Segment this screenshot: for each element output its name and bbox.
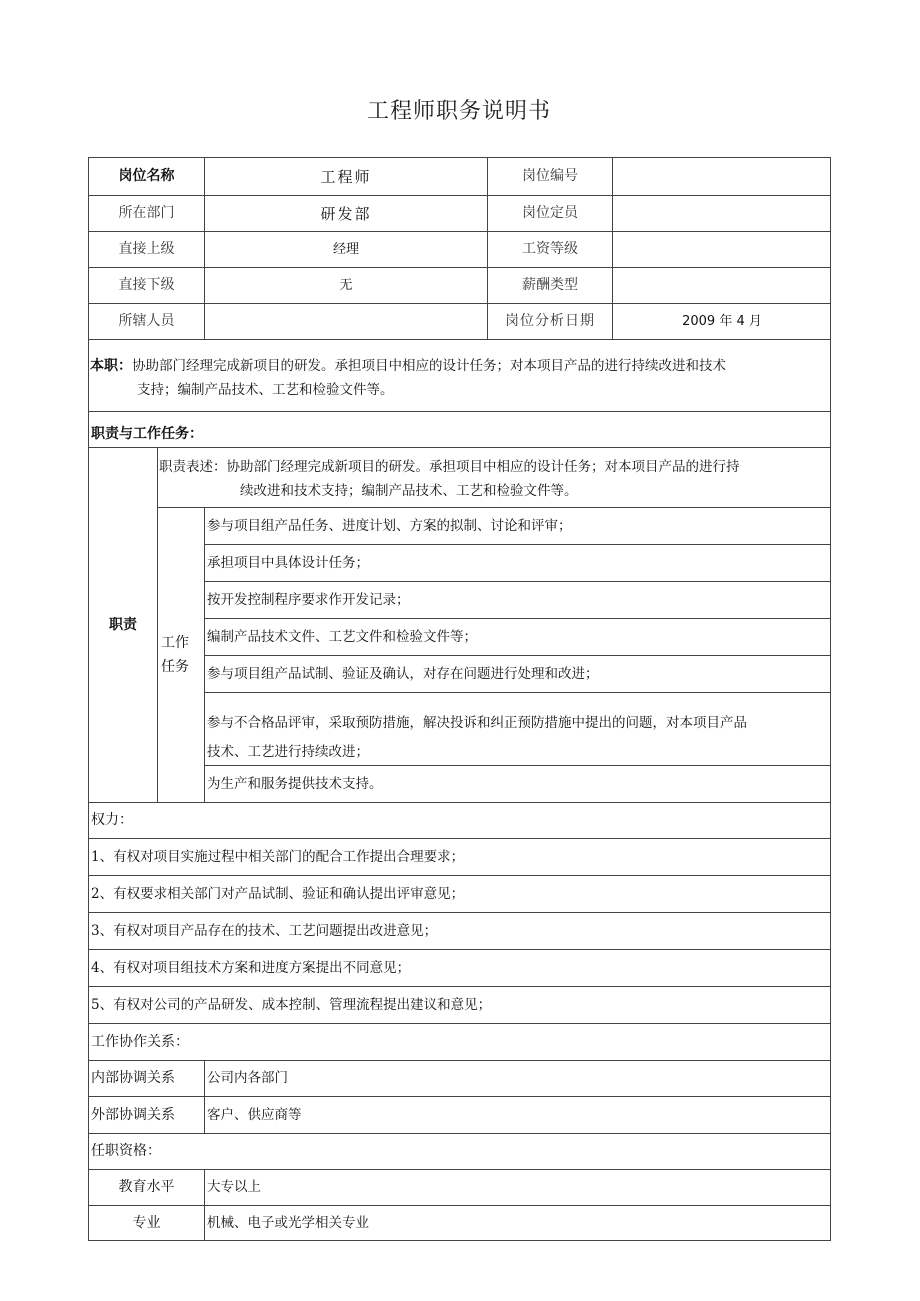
responsibility-description-label: 职责表述： — [159, 459, 227, 475]
task-item: 为生产和服务提供技术支持。 — [204, 765, 831, 802]
education-label: 教育水平 — [88, 1169, 204, 1205]
value-direct-superior: 经理 — [204, 231, 487, 267]
value-department: 研发部 — [204, 195, 487, 231]
major-label: 专业 — [88, 1205, 204, 1241]
core-duty-cell — [88, 339, 831, 411]
core-duty-line2: 支持；编制产品技术、工艺和检验文件等。 — [137, 382, 394, 398]
responsibility-description-line2: 续改进和技术支持；编制产品技术、工艺和检验文件等。 — [240, 483, 578, 499]
document-title: 工程师职务说明书 — [366, 99, 551, 124]
label-pay-type: 薪酬类型 — [487, 267, 612, 303]
task-item — [204, 692, 831, 765]
value-salary-grade — [612, 231, 831, 267]
authority-item: 3、有权对项目产品存在的技术、工艺问题提出改进意见； — [88, 912, 831, 949]
responsibilities-section-title: 职责与工作任务： — [88, 411, 831, 447]
internal-relation-value: 公司内各部门 — [204, 1060, 831, 1096]
value-direct-subordinate: 无 — [204, 267, 487, 303]
task-item: 编制产品技术文件、工艺文件和检验文件等； — [204, 618, 831, 655]
responsibility-description-line1: 协助部门经理完成新项目的研发。承担项目中相应的设计任务；对本项目产品的进行持 — [226, 459, 740, 475]
external-relation-value: 客户、供应商等 — [204, 1096, 831, 1133]
label-analysis-date: 岗位分析日期 — [487, 303, 612, 339]
external-relation-label: 外部协调关系 — [88, 1096, 204, 1133]
authority-item: 4、有权对项目组技术方案和进度方案提出不同意见； — [88, 949, 831, 986]
label-position-name: 岗位名称 — [88, 157, 204, 195]
label-direct-superior: 直接上级 — [88, 231, 204, 267]
value-position-code — [612, 157, 831, 195]
label-department: 所在部门 — [88, 195, 204, 231]
major-value: 机械、电子或光学相关专业 — [204, 1205, 831, 1241]
task-item: 参与项目组产品任务、进度计划、方案的拟制、讨论和评审； — [204, 507, 831, 544]
tasks-label-line2: 任务 — [161, 659, 189, 675]
authority-section-title: 权力： — [88, 802, 831, 838]
collaboration-section-title: 工作协作关系： — [88, 1023, 831, 1060]
label-headcount: 岗位定员 — [487, 195, 612, 231]
authority-item: 1、有权对项目实施过程中相关部门的配合工作提出合理要求； — [88, 838, 831, 875]
label-position-code: 岗位编号 — [487, 157, 612, 195]
task-item: 按开发控制程序要求作开发记录； — [204, 581, 831, 618]
label-direct-subordinate: 直接下级 — [88, 267, 204, 303]
task-item-line2: 技术、工艺进行持续改进； — [207, 744, 369, 760]
task-item: 参与项目组产品试制、验证及确认，对存在问题进行处理和改进； — [204, 655, 831, 692]
responsibilities-row-label: 职责 — [88, 447, 157, 802]
task-item: 承担项目中具体设计任务； — [204, 544, 831, 581]
value-subordinates — [204, 303, 487, 339]
tasks-label-line1: 工作 — [161, 635, 189, 651]
authority-item: 5、有权对公司的产品研发、成本控制、管理流程提出建议和意见； — [88, 986, 831, 1023]
qualifications-section-title: 任职资格： — [88, 1133, 831, 1169]
value-headcount — [612, 195, 831, 231]
responsibility-description-cell — [157, 447, 831, 507]
internal-relation-label: 内部协调关系 — [88, 1060, 204, 1096]
tasks-label-cell — [157, 507, 204, 802]
education-value: 大专以上 — [204, 1169, 831, 1205]
value-analysis-date: 2009 年 4 月 — [612, 303, 831, 339]
value-pay-type — [612, 267, 831, 303]
label-salary-grade: 工资等级 — [487, 231, 612, 267]
core-duty-line1: 协助部门经理完成新项目的研发。承担项目中相应的设计任务；对本项目产品的进行持续改进和技术 — [132, 358, 726, 374]
core-duty-label: 本职： — [90, 358, 132, 374]
label-subordinates: 所辖人员 — [88, 303, 204, 339]
value-position-name: 工程师 — [204, 157, 487, 195]
authority-item: 2、有权要求相关部门对产品试制、验证和确认提出评审意见； — [88, 875, 831, 912]
job-description-table — [88, 157, 831, 1241]
task-item-line1: 参与不合格品评审，采取预防措施，解决投诉和纠正预防措施中提出的问题，对本项目产品 — [207, 715, 747, 731]
